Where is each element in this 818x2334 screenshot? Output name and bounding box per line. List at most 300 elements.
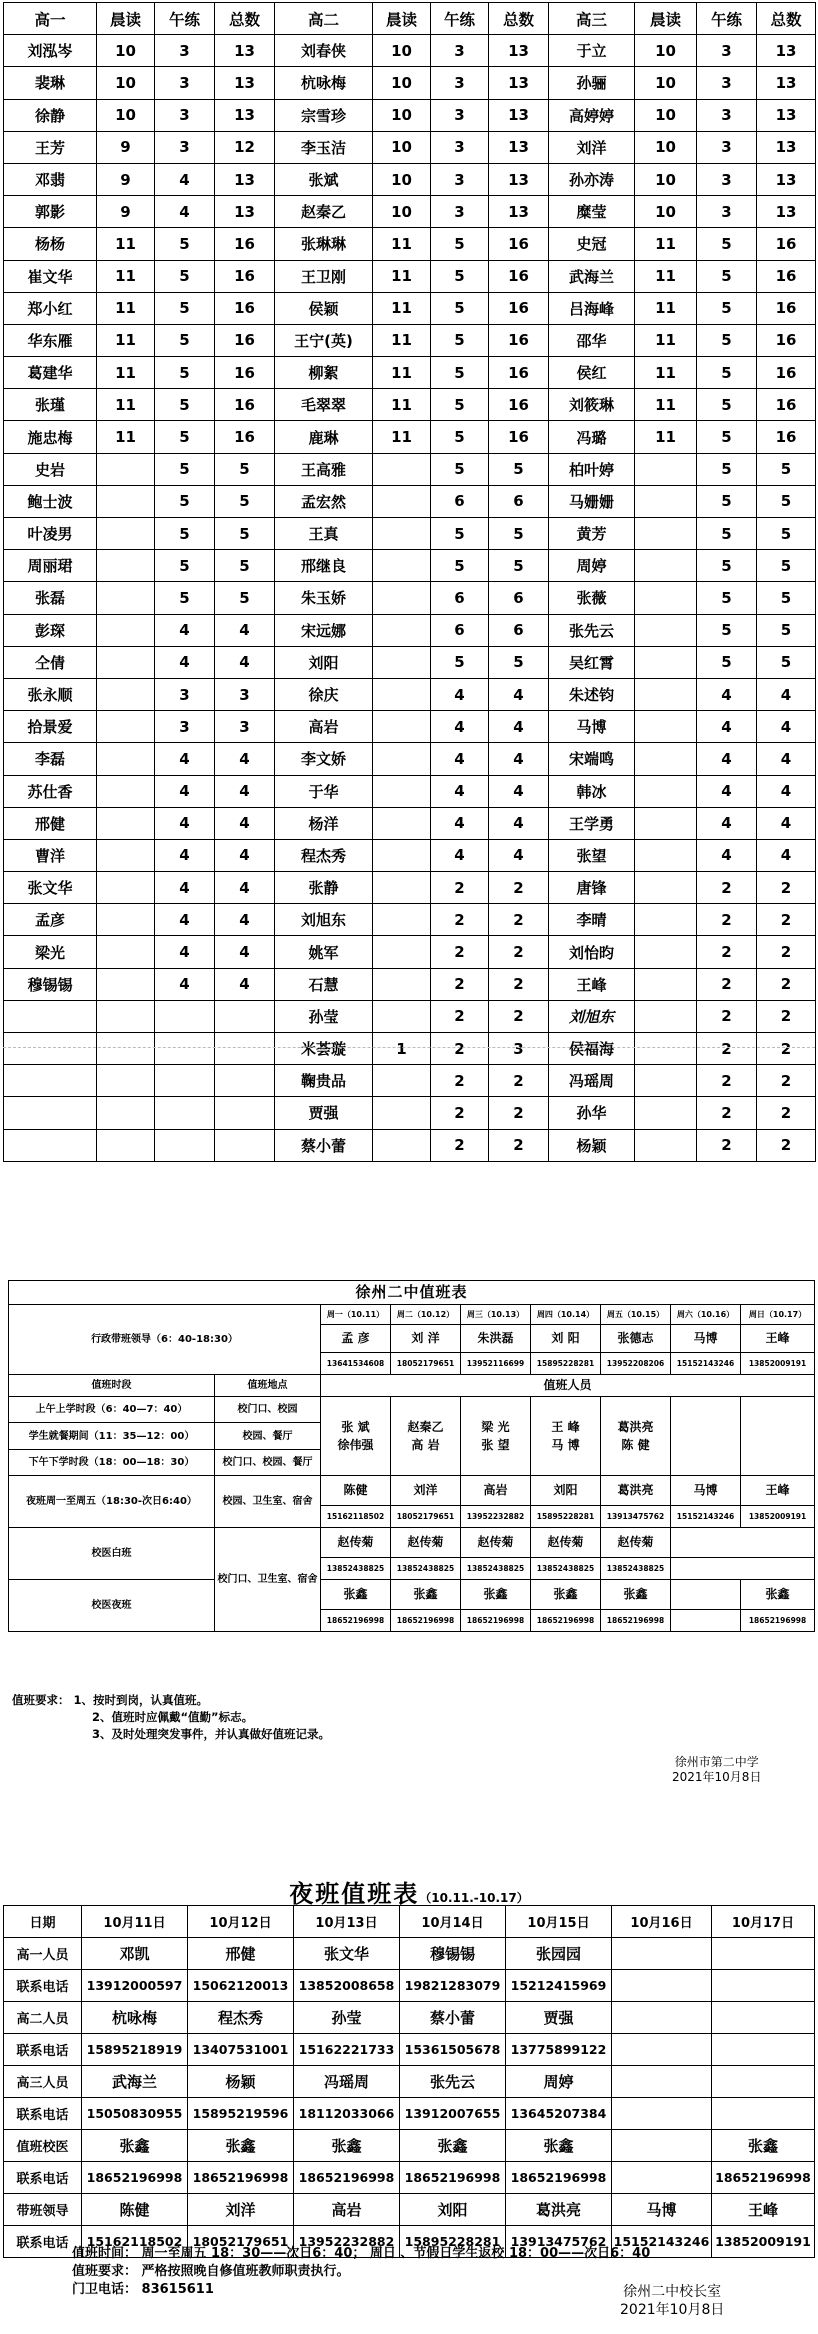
teacher-name: 刘泓岑 (4, 35, 97, 67)
table-row (4, 872, 816, 904)
count-cell (97, 743, 155, 775)
count-cell: 5 (697, 389, 757, 421)
staff-name (712, 2002, 815, 2034)
day-header: 周日（10.17） (741, 1305, 815, 1325)
staff-name: 高岩 (294, 2194, 400, 2226)
column-header: 高二 (275, 3, 373, 35)
count-cell: 5 (489, 518, 549, 550)
count-cell (97, 872, 155, 904)
count-cell: 4 (155, 196, 215, 228)
count-cell: 5 (489, 646, 549, 678)
count-cell: 4 (215, 872, 275, 904)
count-cell (373, 1129, 431, 1161)
signature-org: 徐州二中校长室 (623, 2284, 722, 2300)
count-cell (635, 968, 697, 1000)
table-row (4, 260, 816, 292)
row-label: 高一人员 (4, 1938, 82, 1970)
teacher-name: 李文娇 (275, 743, 373, 775)
count-cell (635, 775, 697, 807)
count-cell: 11 (635, 389, 697, 421)
teacher-name (4, 1065, 97, 1097)
table-row (4, 743, 816, 775)
phone-number: 18052179651 (188, 2226, 294, 2258)
staff-name: 孙莹 (294, 2002, 400, 2034)
phone-number: 15162118502 (321, 1506, 391, 1528)
night-staff-name: 高岩 (461, 1476, 531, 1506)
staff-name: 刘洋 (188, 2194, 294, 2226)
teacher-name: 拾景爱 (4, 711, 97, 743)
count-cell: 13 (215, 67, 275, 99)
teacher-name: 侯颖 (275, 292, 373, 324)
count-cell: 3 (155, 678, 215, 710)
phone-number: 18652196998 (188, 2162, 294, 2194)
count-cell: 11 (635, 421, 697, 453)
count-cell: 5 (155, 324, 215, 356)
phone-number: 13852009191 (741, 1353, 815, 1375)
column-header: 总数 (215, 3, 275, 35)
count-cell: 13 (489, 163, 549, 195)
count-cell (373, 807, 431, 839)
teacher-name: 鞠贵品 (275, 1065, 373, 1097)
count-cell (635, 872, 697, 904)
teacher-name: 刘旭东 (549, 1000, 635, 1032)
count-cell: 16 (757, 357, 816, 389)
count-cell (373, 1097, 431, 1129)
teacher-name: 华东雁 (4, 324, 97, 356)
count-cell: 3 (697, 67, 757, 99)
day-staff: 王 峰 马 博 (531, 1397, 601, 1476)
count-cell: 13 (757, 35, 816, 67)
column-header: 高三 (549, 3, 635, 35)
staff-name: 武海兰 (82, 2066, 188, 2098)
teacher-name: 武海兰 (549, 260, 635, 292)
phone-number: 13952232882 (294, 2226, 400, 2258)
phone-number: 15062120013 (188, 1970, 294, 2002)
phone-number: 13952232882 (461, 1506, 531, 1528)
count-cell: 10 (373, 131, 431, 163)
count-cell (97, 678, 155, 710)
teacher-name: 邵华 (549, 324, 635, 356)
phone-number: 13852008658 (294, 1970, 400, 2002)
teacher-name: 杨洋 (275, 807, 373, 839)
count-cell: 3 (431, 131, 489, 163)
phone-number: 18652196998 (82, 2162, 188, 2194)
column-header: 总数 (489, 3, 549, 35)
teacher-name: 邢健 (4, 807, 97, 839)
clinic-day-label: 校医白班 (9, 1528, 215, 1580)
count-cell: 2 (757, 1065, 816, 1097)
staff-name (612, 2002, 712, 2034)
column-header: 高一 (4, 3, 97, 35)
count-cell: 6 (489, 582, 549, 614)
count-cell (635, 904, 697, 936)
count-cell: 4 (155, 807, 215, 839)
staff-name: 张鑫 (188, 2130, 294, 2162)
count-cell: 4 (431, 678, 489, 710)
staff-name: 张园园 (506, 1938, 612, 1970)
count-cell: 4 (757, 711, 816, 743)
count-cell: 4 (697, 711, 757, 743)
period-header: 值班时段 (9, 1375, 215, 1397)
teacher-name: 黄芳 (549, 518, 635, 550)
count-cell: 4 (431, 775, 489, 807)
phone-number: 15895228281 (531, 1506, 601, 1528)
count-cell: 4 (215, 775, 275, 807)
teacher-name: 侯红 (549, 357, 635, 389)
count-cell (635, 1000, 697, 1032)
duty-note: 3、及时处理突发事件，并认真做好值班记录。 (92, 1727, 330, 1741)
count-cell: 9 (97, 196, 155, 228)
count-cell: 13 (757, 131, 816, 163)
teacher-name: 杭咏梅 (275, 67, 373, 99)
count-cell: 16 (757, 228, 816, 260)
count-cell (373, 839, 431, 871)
staff-name: 张鑫 (712, 2130, 815, 2162)
teacher-name: 梁光 (4, 936, 97, 968)
count-cell: 13 (757, 163, 816, 195)
phone-number: 18112033066 (294, 2098, 400, 2130)
phone-number: 13852438825 (391, 1558, 461, 1580)
phone-number: 15895228281 (531, 1353, 601, 1375)
table-row (4, 904, 816, 936)
phone-number: 13912000597 (82, 1970, 188, 2002)
count-cell (373, 872, 431, 904)
count-cell: 2 (489, 968, 549, 1000)
count-cell: 11 (97, 389, 155, 421)
staff-name (612, 2130, 712, 2162)
count-cell: 5 (431, 228, 489, 260)
teacher-name: 周丽珺 (4, 550, 97, 582)
count-cell: 10 (635, 163, 697, 195)
count-cell: 4 (697, 807, 757, 839)
count-cell: 11 (373, 228, 431, 260)
night-note: 门卫电话： 83615611 (72, 2282, 214, 2297)
count-cell: 10 (635, 131, 697, 163)
count-cell: 5 (697, 646, 757, 678)
phone-number: 13852009191 (741, 1506, 815, 1528)
count-cell: 2 (489, 1000, 549, 1032)
teacher-name: 马姗姗 (549, 485, 635, 517)
phone-number (712, 2034, 815, 2066)
count-cell: 5 (155, 550, 215, 582)
column-header: 日期 (4, 1906, 82, 1938)
count-cell: 16 (215, 389, 275, 421)
count-cell: 5 (431, 389, 489, 421)
count-cell: 6 (489, 614, 549, 646)
teacher-name: 高岩 (275, 711, 373, 743)
count-cell: 2 (431, 968, 489, 1000)
row-label: 联系电话 (4, 2162, 82, 2194)
table-row (4, 518, 816, 550)
count-cell: 5 (155, 485, 215, 517)
teacher-name: 葛建华 (4, 357, 97, 389)
clinic-place: 校门口、卫生室、宿舍 (215, 1528, 321, 1632)
phone-number: 13913475762 (506, 2226, 612, 2258)
header-row (4, 3, 816, 35)
teacher-name: 贾强 (275, 1097, 373, 1129)
count-cell: 2 (757, 1033, 816, 1065)
count-cell: 13 (215, 196, 275, 228)
teacher-name: 张文华 (4, 872, 97, 904)
count-cell: 3 (155, 35, 215, 67)
table-row (4, 1938, 815, 1970)
duty-table-title: 徐州二中值班表 (9, 1281, 815, 1305)
count-cell: 16 (489, 324, 549, 356)
staff-name: 邓凯 (82, 1938, 188, 1970)
count-cell: 16 (489, 228, 549, 260)
count-cell: 5 (431, 421, 489, 453)
phone-number (671, 1610, 741, 1632)
table-row (4, 1097, 816, 1129)
day-header: 周二（10.12） (391, 1305, 461, 1325)
teacher-name: 王高雅 (275, 453, 373, 485)
teacher-name: 鲍士波 (4, 485, 97, 517)
count-cell: 4 (215, 904, 275, 936)
count-cell: 16 (757, 324, 816, 356)
night-note: 值班要求： 严格按照晚自修值班教师职责执行。 (72, 2264, 350, 2279)
count-cell (635, 678, 697, 710)
night-shift-place: 校园、卫生室、宿舍 (215, 1476, 321, 1528)
teacher-name: 宋远娜 (275, 614, 373, 646)
count-cell: 11 (97, 228, 155, 260)
table-row (4, 1033, 816, 1065)
day-staff: 梁 光 张 望 (461, 1397, 531, 1476)
phone-number: 15361505678 (400, 2034, 506, 2066)
count-cell: 2 (697, 1000, 757, 1032)
count-cell: 5 (155, 260, 215, 292)
night-shift-table (3, 1905, 815, 2258)
teacher-name: 史冠 (549, 228, 635, 260)
count-cell: 5 (697, 357, 757, 389)
count-cell (373, 614, 431, 646)
count-cell: 13 (757, 99, 816, 131)
clinic-staff-name: 张鑫 (741, 1580, 815, 1610)
count-cell (97, 582, 155, 614)
phone-number: 18052179651 (391, 1353, 461, 1375)
count-cell: 11 (635, 228, 697, 260)
count-cell (97, 518, 155, 550)
count-cell (373, 582, 431, 614)
teacher-name: 裴琳 (4, 67, 97, 99)
phone-number: 15152143246 (671, 1506, 741, 1528)
teacher-name: 李玉洁 (275, 131, 373, 163)
night-staff-name: 马博 (671, 1476, 741, 1506)
count-cell: 2 (489, 1097, 549, 1129)
count-cell: 4 (155, 743, 215, 775)
clinic-staff-name: 赵传菊 (321, 1528, 391, 1558)
column-header: 10月16日 (612, 1906, 712, 1938)
count-cell: 3 (697, 131, 757, 163)
count-cell: 4 (757, 775, 816, 807)
count-cell: 5 (431, 453, 489, 485)
teacher-name: 仝倩 (4, 646, 97, 678)
table-row (4, 775, 816, 807)
count-cell: 13 (489, 99, 549, 131)
phone-number: 15895228281 (400, 2226, 506, 2258)
count-cell (97, 904, 155, 936)
table-row (4, 839, 816, 871)
table-row (4, 968, 816, 1000)
duty-note: 值班要求： 1、按时到岗，认真值班。 (12, 1693, 209, 1707)
count-cell: 5 (155, 357, 215, 389)
count-cell: 13 (215, 99, 275, 131)
staff-name: 陈健 (82, 2194, 188, 2226)
count-cell: 4 (489, 839, 549, 871)
count-cell: 16 (489, 260, 549, 292)
table-row (4, 67, 816, 99)
phone-number: 15895219596 (188, 2098, 294, 2130)
count-cell: 5 (431, 292, 489, 324)
count-cell: 16 (215, 228, 275, 260)
row-label: 值班校医 (4, 2130, 82, 2162)
count-cell: 10 (97, 99, 155, 131)
count-cell: 13 (489, 67, 549, 99)
count-cell: 10 (373, 99, 431, 131)
table-row (4, 2066, 815, 2098)
count-cell (635, 646, 697, 678)
count-cell: 4 (431, 743, 489, 775)
count-cell: 13 (215, 35, 275, 67)
count-cell: 3 (697, 163, 757, 195)
count-cell: 16 (215, 292, 275, 324)
count-cell: 5 (757, 614, 816, 646)
teacher-name: 周婷 (549, 550, 635, 582)
count-cell: 12 (215, 131, 275, 163)
count-cell: 10 (635, 99, 697, 131)
teacher-name: 张斌 (275, 163, 373, 195)
count-cell: 4 (489, 775, 549, 807)
teacher-name: 王宁(英) (275, 324, 373, 356)
teacher-name: 高婷婷 (549, 99, 635, 131)
teacher-name: 孙骊 (549, 67, 635, 99)
count-cell: 3 (155, 711, 215, 743)
count-cell (97, 1000, 155, 1032)
count-cell: 13 (757, 67, 816, 99)
phone-number: 15162221733 (294, 2034, 400, 2066)
count-cell: 10 (373, 196, 431, 228)
teacher-name: 张先云 (549, 614, 635, 646)
count-cell: 5 (697, 550, 757, 582)
clinic-night-label: 校医夜班 (9, 1580, 215, 1632)
count-cell: 11 (635, 324, 697, 356)
period-time: 下午下学时段（18：00—18：30） (9, 1450, 215, 1476)
count-cell: 11 (97, 260, 155, 292)
phone-number (612, 2098, 712, 2130)
column-header: 晨读 (373, 3, 431, 35)
staff-name: 王峰 (712, 2194, 815, 2226)
count-cell: 5 (155, 228, 215, 260)
count-cell (155, 1097, 215, 1129)
count-cell: 5 (757, 550, 816, 582)
count-cell: 11 (373, 357, 431, 389)
teacher-name: 孙莹 (275, 1000, 373, 1032)
teacher-name: 杨杨 (4, 228, 97, 260)
table-row (4, 1000, 816, 1032)
count-cell: 4 (431, 839, 489, 871)
phone-number: 18652196998 (461, 1610, 531, 1632)
empty-cell (671, 1397, 741, 1476)
count-cell (97, 1097, 155, 1129)
count-cell: 4 (155, 904, 215, 936)
table-row (4, 936, 816, 968)
count-cell (97, 968, 155, 1000)
count-cell: 4 (431, 807, 489, 839)
teacher-name: 王学勇 (549, 807, 635, 839)
count-cell (635, 518, 697, 550)
count-cell: 4 (757, 678, 816, 710)
table-row (4, 357, 816, 389)
count-cell: 3 (215, 711, 275, 743)
phone-number: 13952208206 (601, 1353, 671, 1375)
staff-name: 张鑫 (294, 2130, 400, 2162)
teacher-name: 侯福海 (549, 1033, 635, 1065)
night-staff-name: 葛洪亮 (601, 1476, 671, 1506)
table-row (4, 2194, 815, 2226)
count-cell: 3 (431, 163, 489, 195)
count-cell: 10 (97, 67, 155, 99)
count-cell: 5 (697, 324, 757, 356)
teacher-name: 王芳 (4, 131, 97, 163)
teacher-name (4, 1097, 97, 1129)
count-cell (373, 646, 431, 678)
count-cell: 6 (431, 614, 489, 646)
count-cell: 5 (697, 485, 757, 517)
count-cell: 16 (215, 421, 275, 453)
count-cell (373, 743, 431, 775)
count-cell: 2 (431, 1097, 489, 1129)
count-cell: 3 (215, 678, 275, 710)
phone-number (712, 1970, 815, 2002)
teacher-name: 吴红霄 (549, 646, 635, 678)
count-cell: 4 (489, 807, 549, 839)
night-signature (620, 2283, 724, 2319)
count-cell: 4 (757, 807, 816, 839)
night-staff-name: 刘洋 (391, 1476, 461, 1506)
count-cell: 11 (97, 324, 155, 356)
count-cell: 5 (431, 646, 489, 678)
count-cell: 13 (215, 163, 275, 195)
count-cell: 2 (431, 872, 489, 904)
count-cell (635, 936, 697, 968)
phone-number: 18652196998 (400, 2162, 506, 2194)
teacher-name: 姚军 (275, 936, 373, 968)
count-cell: 4 (757, 839, 816, 871)
staff-name: 张文华 (294, 1938, 400, 1970)
count-cell: 4 (155, 775, 215, 807)
count-cell: 5 (215, 518, 275, 550)
count-cell (635, 839, 697, 871)
count-cell (635, 711, 697, 743)
table-row (4, 807, 816, 839)
staff-name: 张鑫 (82, 2130, 188, 2162)
sheet-gridline (3, 1047, 815, 1048)
count-cell (635, 1097, 697, 1129)
count-cell (215, 1097, 275, 1129)
table-row (4, 228, 816, 260)
phone-number: 15162118502 (82, 2226, 188, 2258)
phone-number: 18052179651 (391, 1506, 461, 1528)
teacher-name: 徐静 (4, 99, 97, 131)
leader-name: 刘 阳 (531, 1325, 601, 1353)
teacher-name: 张磊 (4, 582, 97, 614)
teacher-name (4, 1129, 97, 1161)
day-staff: 张 斌 徐伟强 (321, 1397, 391, 1476)
column-header: 10月13日 (294, 1906, 400, 1938)
count-cell (215, 1129, 275, 1161)
count-cell: 2 (697, 968, 757, 1000)
staff-name: 周婷 (506, 2066, 612, 2098)
period-time: 学生就餐期间（11：35—12：00） (9, 1423, 215, 1450)
